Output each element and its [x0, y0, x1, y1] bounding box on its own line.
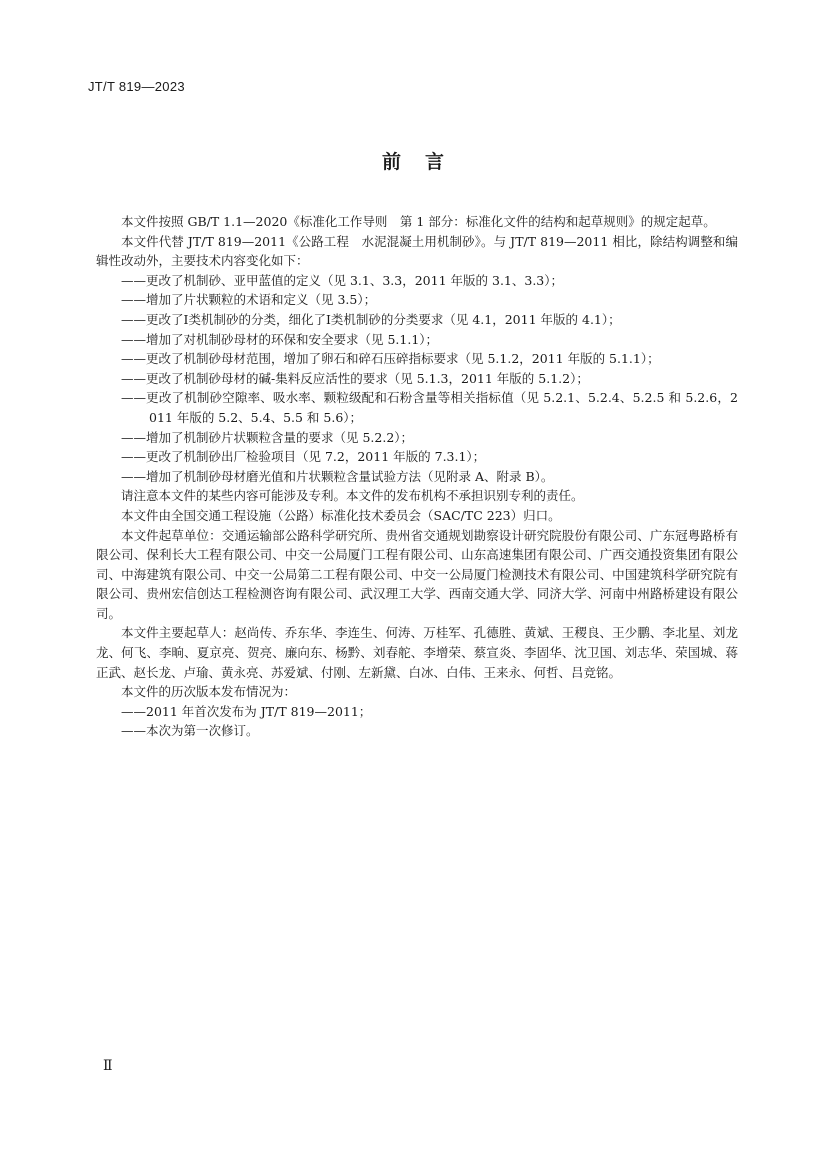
list-item: ——更改了机制砂、亚甲蓝值的定义（见 3.1、3.3，2011 年版的 3.1、3.3）；	[121, 272, 563, 288]
paragraph-replacement: 本文件代替 JT/T 819—2011《公路工程 水泥混凝土用机制砂》。与 JT/T 819—2011 相比，除结构调整和编辑性改动外，主要技术内容变化如下：	[96, 233, 738, 269]
paragraph-drafting-units: 本文件起草单位：交通运输部公路科学研究所、贵州省交通规划勘察设计研究院股份有限公司、广东冠粤路桥有限公司、保利长大工程有限公司、中交一公局厦门工程有限公司、山东高速集团有限公司、广西交通投资集团有限公司、中海建筑有限公司、中交一公局第二工程有限公司、中交一公局厦门检测技术有限公司、中国建筑科学研究院有限公司、贵州宏信创达工程检测咨询有限公司、武汉理工大学、西南交通大学、同济大学、河南中州路桥建设有限公司。	[96, 527, 738, 621]
page-number: Ⅱ	[103, 1058, 113, 1074]
list-item: ——更改了机制砂出厂检验项目（见 7.2，2011 年版的 7.3.1）；	[121, 449, 486, 465]
history-item: ——2011 年首次发布为 JT/T 819—2011；	[121, 703, 372, 719]
list-item: ——增加了机制砂片状颗粒含量的要求（见 5.2.2）；	[121, 429, 414, 445]
list-item: ——增加了对机制砂母材的环保和安全要求（见 5.1.1）；	[121, 331, 439, 347]
list-item: ——增加了片状颗粒的术语和定义（见 3.5）；	[121, 292, 377, 308]
paragraph-patent-notice: 请注意本文件的某些内容可能涉及专利。本文件的发布机构不承担识别专利的责任。	[121, 488, 584, 504]
list-item: ——更改了机制砂母材的碱-集料反应活性的要求（见 5.1.3，2011 年版的 5.1.2）；	[121, 370, 589, 386]
paragraph-committee: 本文件由全国交通工程设施（公路）标准化技术委员会（SAC/TC 223）归口。	[121, 507, 561, 523]
document-code: JT/T 819—2023	[88, 79, 185, 94]
list-item: ——增加了机制砂母材磨光值和片状颗粒含量试验方法（见附录 A、附录 B）。	[121, 468, 554, 484]
paragraph-drafting-rules: 本文件按照 GB/T 1.1—2020《标准化工作导则 第 1 部分：标准化文件的结构和起草规则》的规定起草。	[121, 214, 716, 229]
list-item: ——更改了机制砂空隙率、吸水率、颗粒级配和石粉含量等相关指标值（见 5.2.1、5.2.4、5.2.5 和 5.2.6，2011 年版的 5.2、5.4、5.5 和 5.6）；	[121, 390, 738, 425]
foreword-body	[96, 212, 738, 741]
list-item: ——更改了Ⅰ类机制砂的分类，细化了Ⅰ类机制砂的分类要求（见 4.1，2011 年版的 4.1）；	[121, 311, 621, 327]
list-item: ——更改了机制砂母材范围，增加了卵石和碎石压碎指标要求（见 5.1.2，2011 年版的 5.1.1）；	[121, 351, 660, 367]
page-title: 前言	[381, 151, 468, 173]
paragraph-drafters: 本文件主要起草人：赵尚传、乔东华、李连生、何涛、万桂军、孔德胜、黄斌、王稷良、王少鹏、李北星、刘龙龙、何飞、李晌、夏京亮、贺亮、廉向东、杨黔、刘春舵、李增荣、蔡宣炎、李固华、沈卫国、刘志华、荣国城、蒋正武、赵长龙、卢瑜、黄永亮、苏爱斌、付刚、左新黛、白冰、白伟、王来永、何哲、吕竞铭。	[96, 625, 738, 680]
history-item: ——本次为第一次修订。	[121, 723, 259, 739]
paragraph-history-intro: 本文件的历次版本发布情况为：	[121, 684, 297, 700]
